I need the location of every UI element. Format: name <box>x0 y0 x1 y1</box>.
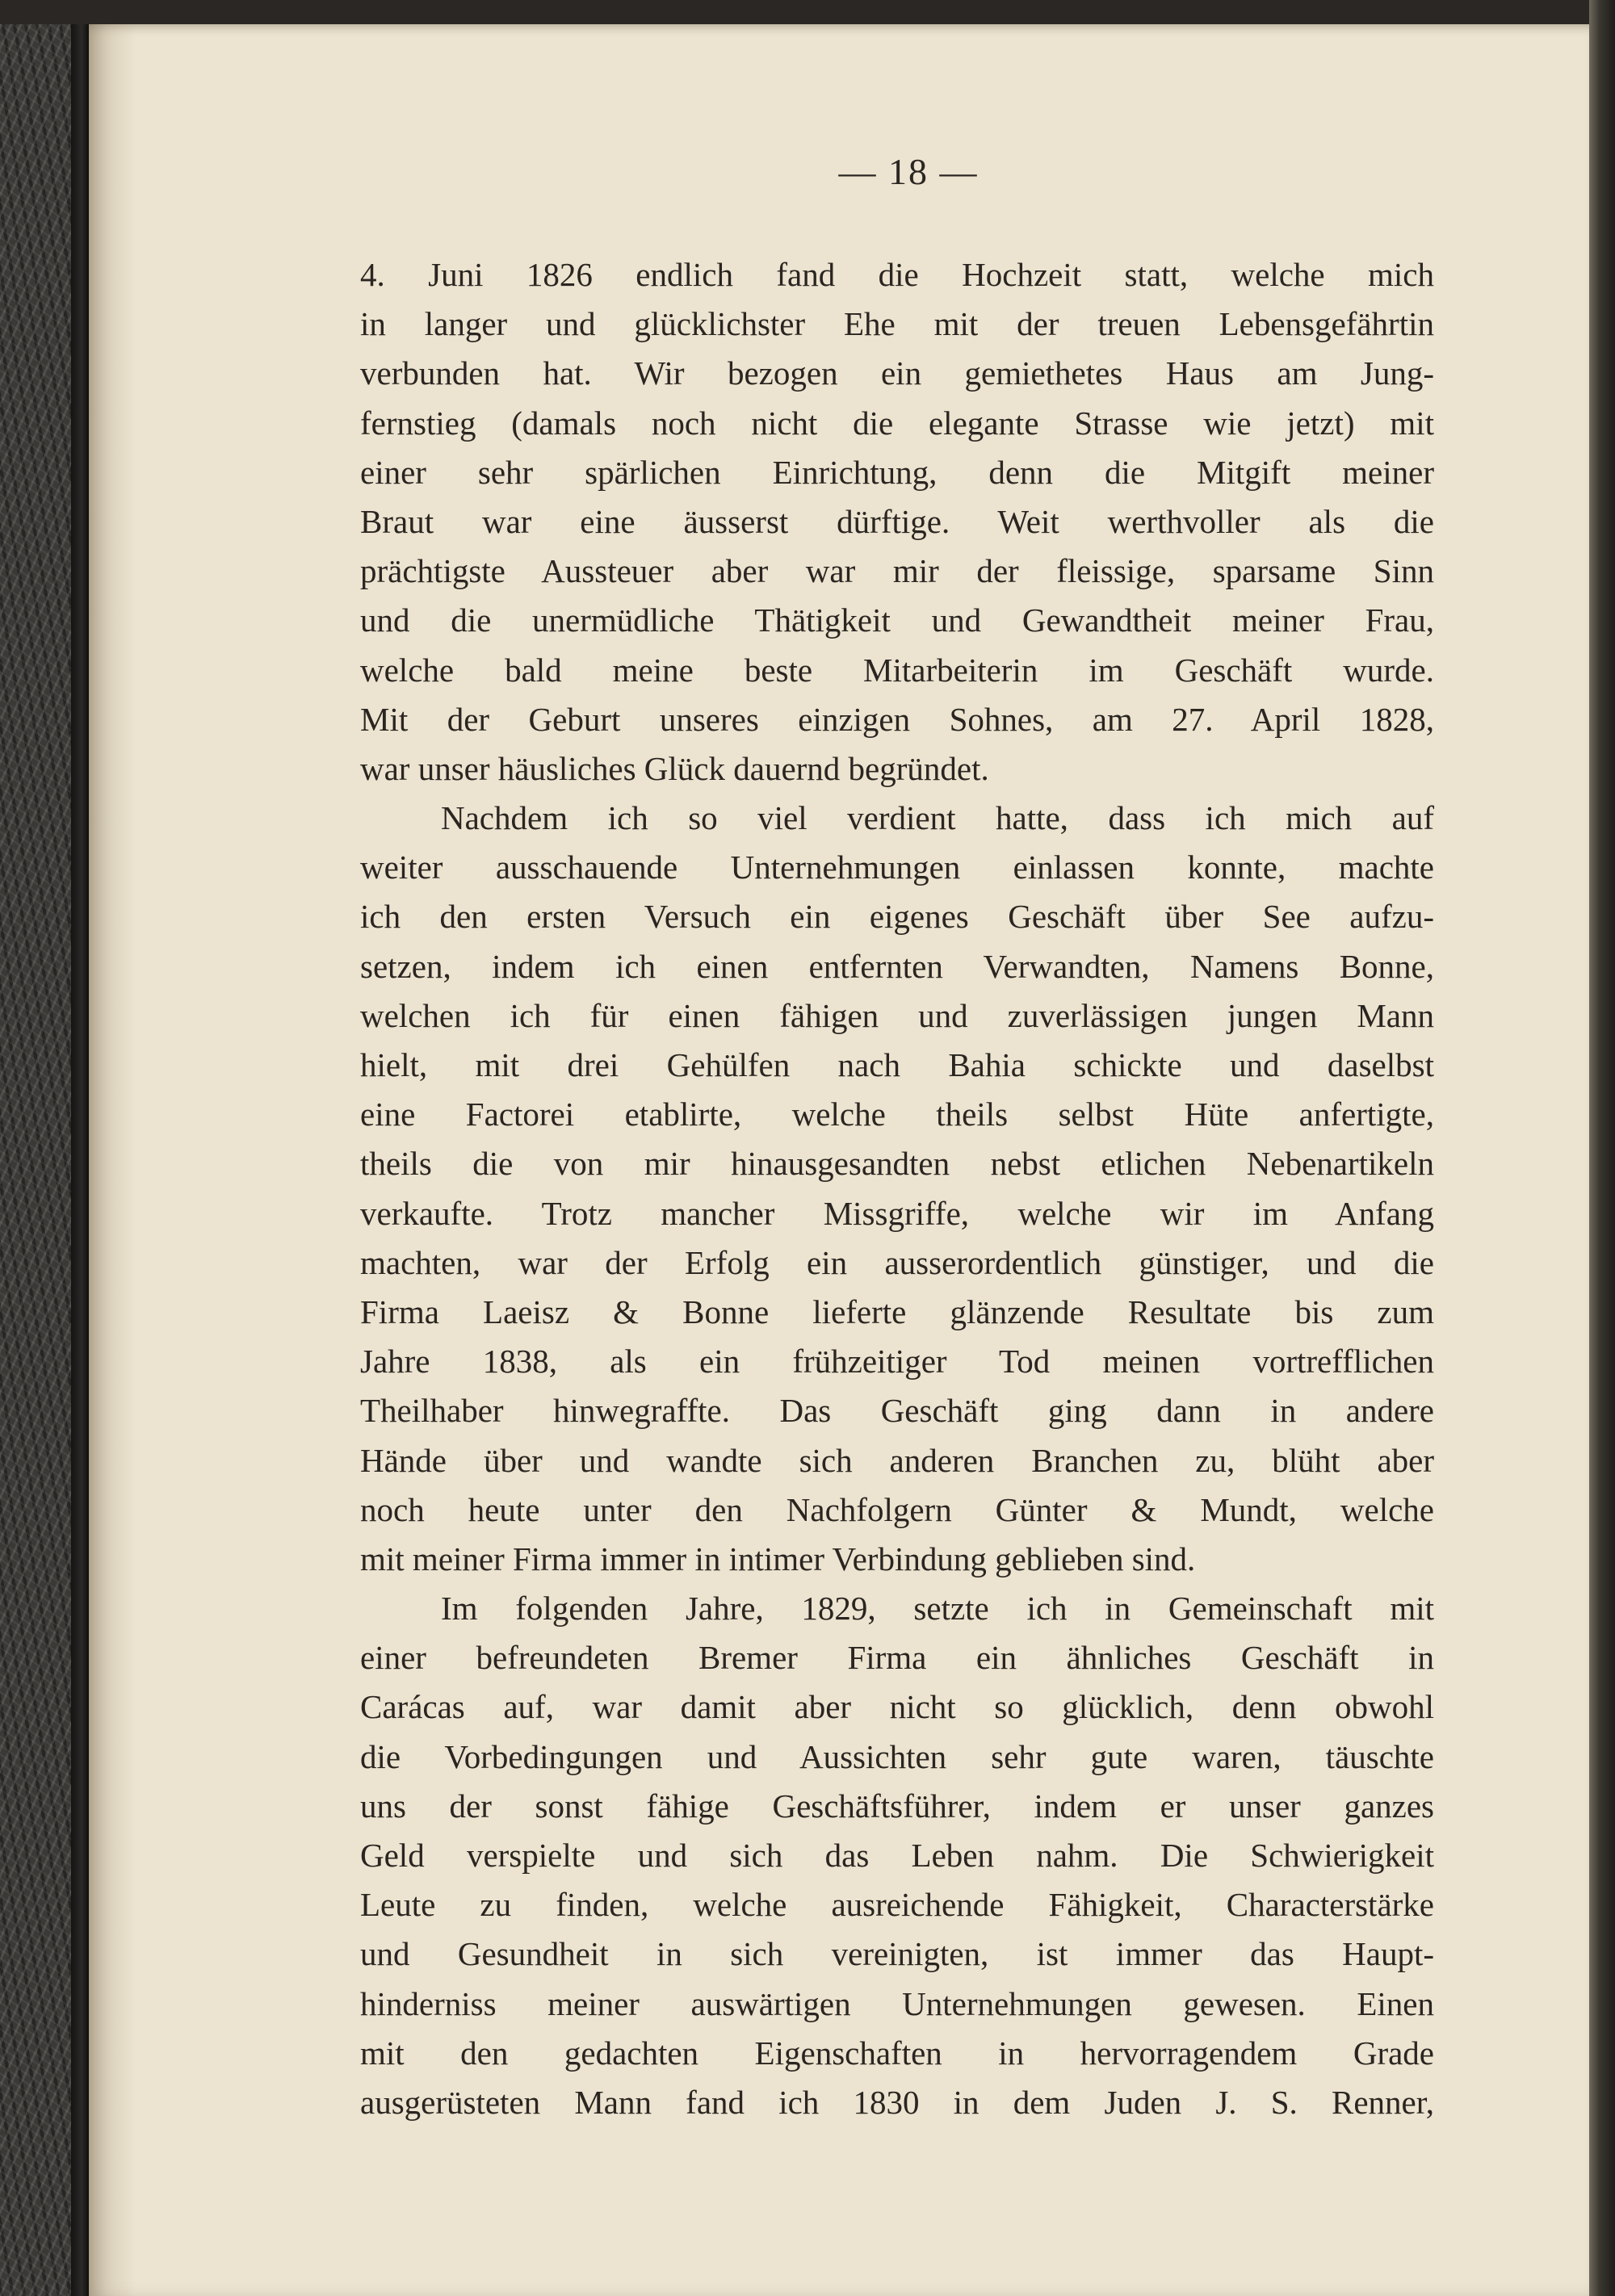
text-line: machten, war der Erfolg ein ausserordentlich günstiger, und die <box>360 1243 1434 1281</box>
scan-background-top <box>0 0 1615 27</box>
scan-background-right <box>1589 0 1615 2296</box>
text-line: hielt, mit drei Gehülfen nach Bahia schickte und daselbst <box>360 1046 1434 1083</box>
text-line: verkaufte. Trotz mancher Missgriffe, welche wir im Anfang <box>360 1194 1434 1232</box>
text-line: welche bald meine beste Mitarbeiterin im Geschäft wurde. <box>360 651 1434 689</box>
text-line: Hände über und wandte sich anderen Branchen zu, blüht aber <box>360 1441 1434 1479</box>
page-number: — 18 — <box>838 151 979 192</box>
text-line: verbunden hat. Wir bezogen ein gemiethetes Haus am Jung- <box>360 354 1434 392</box>
text-line: und Gesundheit in sich vereinigten, ist immer das Haupt- <box>360 1935 1434 1973</box>
text-line: theils die von mir hinausgesandten nebst etlichen Nebenartikeln <box>360 1145 1434 1183</box>
text-line: und die unermüdliche Thätigkeit und Gewandtheit meiner Frau, <box>360 601 1434 639</box>
text-line: die Vorbedingungen und Aussichten sehr gute waren, täuschte <box>360 1737 1434 1775</box>
text-line: Mit der Geburt unseres einzigen Sohnes, am 27. April 1828, <box>360 700 1434 738</box>
text-line: uns der sonst fähige Geschäftsführer, indem er unser ganzes <box>360 1787 1434 1825</box>
text-line: hinderniss meiner auswärtigen Unternehmungen gewesen. Einen <box>360 1984 1434 2022</box>
text-line: Im folgenden Jahre, 1829, setzte ich in Gemeinschaft mit <box>441 1590 1434 1628</box>
text-line: Carácas auf, war damit aber nicht so glücklich, denn obwohl <box>360 1688 1434 1726</box>
text-line: weiter ausschauende Unternehmungen einlassen konnte, machte <box>360 848 1434 886</box>
text-line: prächtigste Aussteuer aber war mir der fleissige, sparsame Sinn <box>360 552 1434 590</box>
page-gutter-shadow <box>87 24 136 2296</box>
text-line: war unser häusliches Glück dauernd begründet. <box>360 749 989 787</box>
text-line: einer sehr spärlichen Einrichtung, denn die Mitgift meiner <box>360 453 1434 491</box>
text-line: Firma Laeisz & Bonne lieferte glänzende Resultate bis zum <box>360 1293 1434 1330</box>
text-line: mit meiner Firma immer in intimer Verbindung geblieben sind. <box>360 1540 1196 1577</box>
text-line: Theilhaber hinwegraffte. Das Geschäft ging dann in andere <box>360 1392 1434 1430</box>
text-line: Nachdem ich so viel verdient hatte, dass ich mich auf <box>441 799 1434 837</box>
text-line: fernstieg (damals noch nicht die elegante Strasse wie jetzt) mit <box>360 404 1434 442</box>
text-line: Geld verspielte und sich das Leben nahm. Die Schwierigkeit <box>360 1837 1434 1874</box>
text-line: welchen ich für einen fähigen und zuverlässigen jungen Mann <box>360 996 1434 1034</box>
text-line: eine Factorei etablirte, welche theils selbst Hüte anfertigte, <box>360 1096 1434 1133</box>
text-line: Leute zu finden, welche ausreichende Fähigkeit, Characterstärke <box>360 1886 1434 1924</box>
text-line: 4. Juni 1826 endlich fand die Hochzeit statt, welche mich <box>360 256 1434 293</box>
text-line: Braut war eine äusserst dürftige. Weit werthvoller als die <box>360 502 1434 540</box>
text-line: ausgerüsteten Mann fand ich 1830 in dem Juden J. S. Renner, <box>360 2083 1434 2121</box>
text-line: noch heute unter den Nachfolgern Günter & Mundt, welche <box>360 1490 1434 1528</box>
text-line: setzen, indem ich einen entfernten Verwandten, Namens Bonne, <box>360 947 1434 985</box>
text-line: mit den gedachten Eigenschaften in hervorragendem Grade <box>360 2034 1434 2072</box>
text-line: ich den ersten Versuch ein eigenes Geschäft über See aufzu- <box>360 898 1434 936</box>
book-spine-edge <box>71 24 89 2296</box>
text-line: einer befreundeten Bremer Firma ein ähnliches Geschäft in <box>360 1639 1434 1677</box>
text-line: Jahre 1838, als ein frühzeitiger Tod meinen vortrefflichen <box>360 1343 1434 1381</box>
text-line: in langer und glücklichster Ehe mit der treuen Lebensgefährtin <box>360 305 1434 343</box>
body-text <box>360 250 1434 2127</box>
